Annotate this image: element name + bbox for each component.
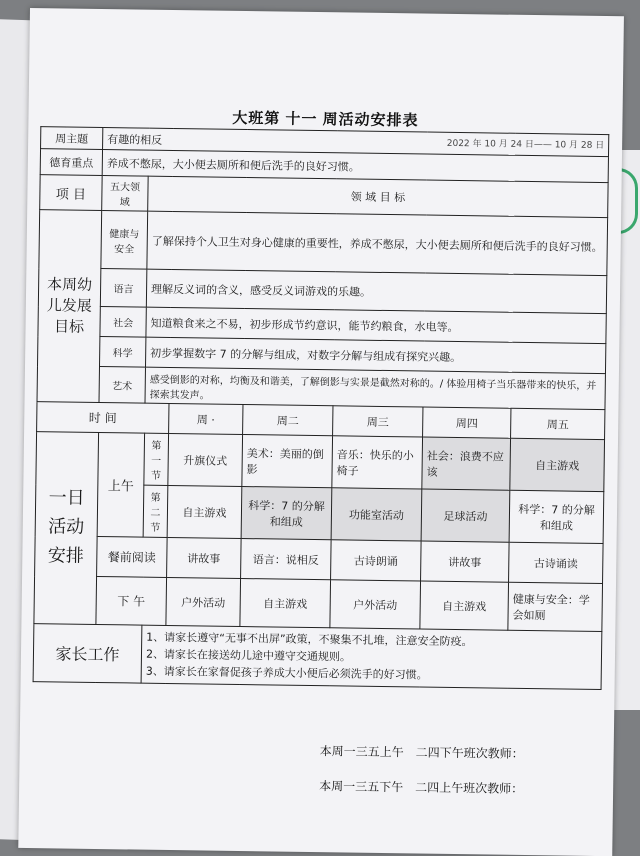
day-header: 周三 <box>333 406 423 437</box>
time-label: 时 间 <box>37 402 169 434</box>
period1-label: 第一节 <box>144 433 169 485</box>
title-suffix: 周活动安排表 <box>322 110 419 130</box>
domain-goal: 了解保持个人卫生对身心健康的重要性，养成不憋尿，大小便去厕所和便后洗手的良好习惯。 <box>147 211 608 275</box>
activity-cell: 自主游戏 <box>510 438 605 491</box>
activity-cell: 讲故事 <box>167 537 242 578</box>
dev-goal-label: 本周幼儿发展目标 <box>37 210 102 403</box>
activity-cell: 足球活动 <box>421 489 510 542</box>
activity-cell: 健康与安全：学会如厕 <box>508 582 603 631</box>
footer-am-teacher: 本周一三五上午 二四下午班次教师： <box>319 744 524 761</box>
activity-cell: 美术：美丽的倒影 <box>242 435 333 488</box>
parent-label: 家长工作 <box>33 624 142 684</box>
domain-goal: 理解反义词的含义，感受反义词游戏的乐趣。 <box>146 269 607 313</box>
period1-row <box>36 432 605 492</box>
activity-cell: 户外活动 <box>330 580 421 629</box>
goals-label: 领 域 目 标 <box>148 176 609 217</box>
date-range: 2022 年 10 月 24 日—— 10 月 28 日 <box>446 138 605 151</box>
theme-label: 周主题 <box>41 127 103 150</box>
period2-label: 第二节 <box>143 485 168 537</box>
activity-cell: 自主游戏 <box>240 578 331 627</box>
domains-label: 五大领域 <box>102 176 148 212</box>
goal-row <box>39 210 608 276</box>
parent-row <box>33 624 602 690</box>
domain-goal: 初步掌握数字 7 的分解与组成，对数字分解与组成有探究兴趣。 <box>145 337 605 373</box>
domain-name: 健康与安全 <box>101 211 148 270</box>
reading-label: 餐前阅读 <box>97 536 168 577</box>
activity-cell: 科学：7 的分解和组成 <box>509 490 604 543</box>
schedule-sheet <box>18 8 624 856</box>
activity-cell: 古诗诵读 <box>509 542 604 583</box>
morning-label: 上午 <box>97 432 144 537</box>
activity-cell: 功能室活动 <box>331 488 422 541</box>
domain-name: 社会 <box>100 307 146 338</box>
daily-label: 一日活动安排 <box>34 432 99 625</box>
activity-cell: 自主游戏 <box>167 485 242 538</box>
parent-item: 2、请家长在接送幼儿途中遵守交通规则。 <box>145 647 352 664</box>
domain-name: 语言 <box>100 269 147 308</box>
day-header: 周四 <box>423 407 511 438</box>
domain-name: 艺术 <box>99 367 145 404</box>
activity-cell: 自主游戏 <box>420 581 509 630</box>
activity-cell: 科学：7 的分解和组成 <box>241 487 332 540</box>
day-header: 周二 <box>243 405 333 436</box>
activity-cell: 古诗朗诵 <box>331 540 422 581</box>
afternoon-row <box>34 576 603 632</box>
activity-cell: 语言：说相反 <box>241 538 332 579</box>
domain-goal: 知道粮食来之不易，初步形成节约意识，能节约粮食，水电等。 <box>146 307 606 343</box>
activity-cell: 升旗仪式 <box>168 433 243 486</box>
theme-value: 有趣的相反 <box>107 132 163 147</box>
parent-item: 3、请家长在家督促孩子养成大小便后必须洗手的好习惯。 <box>145 664 428 682</box>
moral-value: 养成不憋尿，大小便去厕所和便后洗手的良好习惯。 <box>102 150 608 183</box>
parent-item: 1、请家长遵守“无事不出屏”政策，不聚集不扎堆，注意安全防疫。 <box>146 630 473 649</box>
footer-pm-teacher: 本周一三五下午 二四上午班次教师： <box>319 779 524 796</box>
day-header: 周五 <box>511 408 606 439</box>
activity-cell: 户外活动 <box>166 577 241 626</box>
day-header: 周 · <box>169 403 243 434</box>
afternoon-label: 下 午 <box>96 576 167 625</box>
domain-goal: 感受倒影的对称，均衡及和谐美，了解倒影与实景是截然对称的。/ 体验用椅子当乐器带来的快乐，并探索其发声。 <box>145 367 606 409</box>
schedule-table <box>33 126 610 690</box>
activity-cell: 讲故事 <box>421 541 510 582</box>
week-number: 十一 <box>285 109 318 129</box>
activity-cell: 社会：浪费不应该 <box>422 437 511 490</box>
activity-cell: 音乐：快乐的小椅子 <box>332 436 423 489</box>
domain-name: 科学 <box>100 337 146 368</box>
moral-label: 德育重点 <box>40 149 102 176</box>
title-prefix: 大班第 <box>232 108 281 128</box>
parent-items <box>141 625 602 689</box>
item-label: 项 目 <box>40 175 102 211</box>
